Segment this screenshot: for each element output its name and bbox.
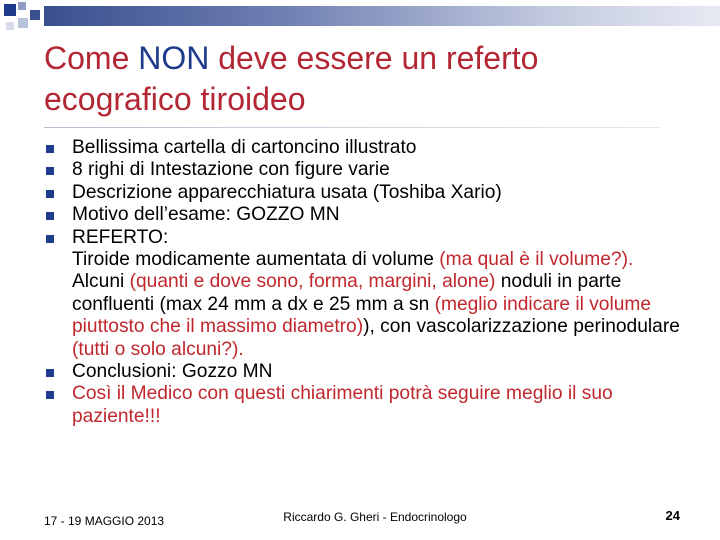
- square-bullet-icon: [46, 190, 54, 198]
- decor-square: [18, 2, 26, 10]
- bullet-item: [44, 159, 684, 181]
- bullet-text: Motivo dell’esame: GOZZO MN: [72, 204, 340, 226]
- bullet-text: 8 righi di Intestazione con figure varie: [72, 159, 390, 181]
- square-bullet-icon: [46, 145, 54, 153]
- header-gradient-bar: [44, 6, 720, 26]
- referto-comment: (meglio indicare il volume piuttosto che il massimo diametro): [72, 293, 652, 338]
- bullet-text: Così il Medico con questi chiarimenti potrà seguire meglio il suo paziente!!!: [72, 383, 613, 427]
- square-bullet-icon: [46, 167, 54, 175]
- bullet-text: Bellissima cartella di cartoncino illustrato: [72, 137, 417, 158]
- decor-square: [30, 10, 40, 20]
- referto-segment: Tiroide modicamente aumentata di volume: [72, 249, 440, 271]
- title-part: deve essere un referto ecografico tiroideo: [44, 40, 539, 117]
- bullet-item: [44, 361, 684, 383]
- referto-segment: ), con vascolarizzazione perinodulare: [363, 316, 680, 338]
- referto-segment: Alcuni: [72, 271, 130, 293]
- footer-author: Riccardo G. Gheri - Endocrinologo: [283, 510, 467, 524]
- bullet-item: [44, 137, 684, 159]
- referto-comment: (quanti e dove sono, forma, margini, alone): [129, 271, 496, 293]
- referto-segment: noduli in parte confluenti (max 24 mm a dx e 25 mm a sn: [72, 271, 622, 315]
- title-emphasis: NON: [138, 40, 210, 76]
- referto-label: REFERTO:: [72, 226, 169, 248]
- bullet-text: Descrizione apparecchiatura usata (Toshiba Xario): [72, 181, 502, 203]
- decor-square: [4, 4, 16, 16]
- square-bullet-icon: [46, 212, 54, 220]
- bullet-list: [44, 137, 684, 428]
- bullet-item: [44, 204, 684, 226]
- decor-square: [18, 18, 28, 28]
- referto-comment: (tutti o solo alcuni?).: [72, 338, 244, 360]
- header-decoration: [0, 0, 720, 40]
- referto-comment: (ma qual è il volume?).: [439, 249, 634, 271]
- title-part: Come: [44, 40, 139, 76]
- title-divider: [44, 127, 660, 128]
- footer-date: 17 - 19 MAGGIO 2013: [44, 514, 165, 528]
- bullet-text: Conclusioni: Gozzo MN: [72, 361, 273, 383]
- decor-square: [6, 22, 14, 30]
- slide-title: [44, 38, 684, 120]
- square-bullet-icon: [46, 391, 54, 399]
- slide-number: 24: [665, 508, 680, 523]
- square-bullet-icon: [46, 235, 54, 243]
- bullet-item: [44, 383, 684, 428]
- bullet-item: [44, 182, 684, 204]
- bullet-item-referto: [44, 227, 684, 361]
- square-bullet-icon: [46, 369, 54, 377]
